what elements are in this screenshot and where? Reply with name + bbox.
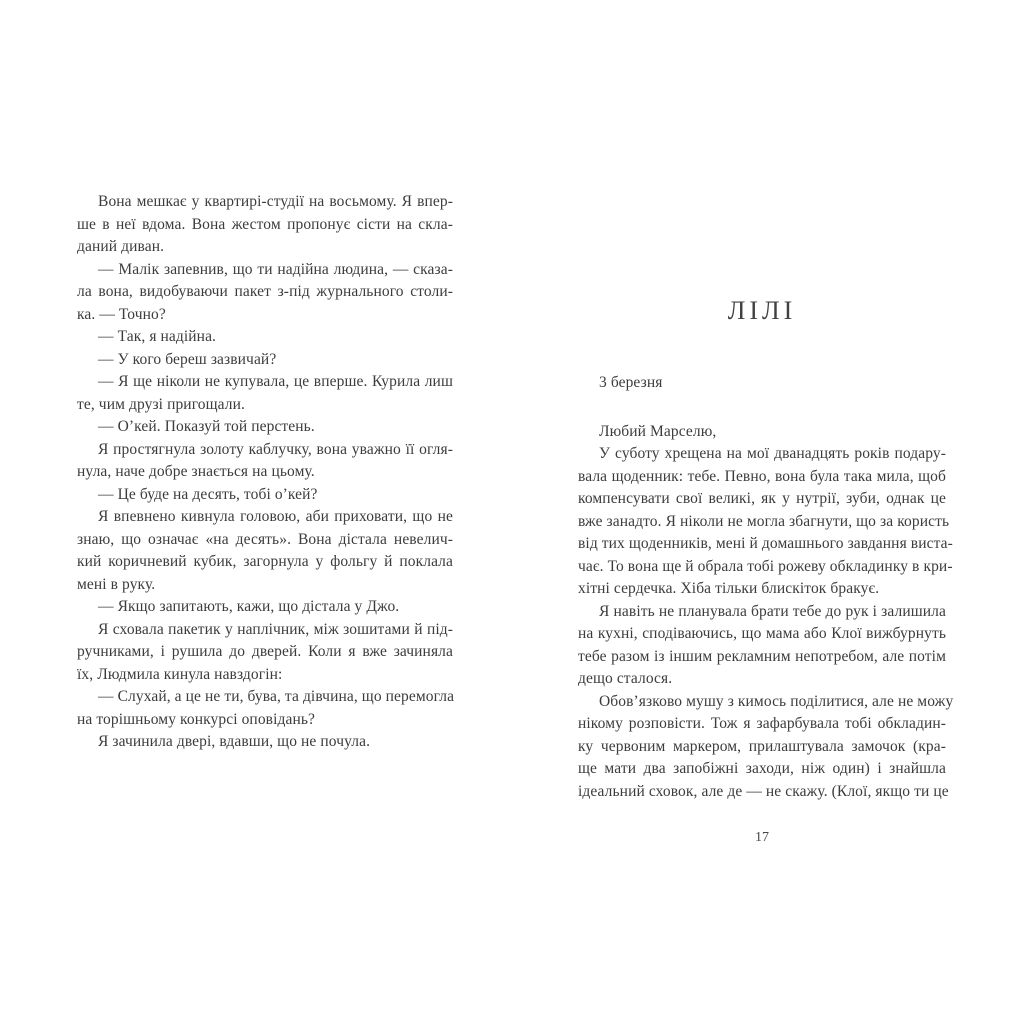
text-line: нікому розповісти. Тож я зафарбувала тобі обкладин- xyxy=(578,715,946,732)
paragraph xyxy=(77,686,453,731)
text-line: на кухні, сподіваючись, що мама або Клої вижбурнуть xyxy=(578,625,946,642)
text-line: У суботу хрещена на мої дванадцять років подару- xyxy=(599,445,946,462)
paragraph xyxy=(578,601,946,691)
left-page xyxy=(77,191,453,754)
text-line: — Якщо запитають, кажи, що дістала у Джо. xyxy=(98,598,400,615)
text-line: даний диван. xyxy=(77,238,165,255)
text-line: ка. — Точно? xyxy=(77,305,166,323)
text-line: те, чим друзі пригощали. xyxy=(77,395,245,413)
text-line: — Малік запевнив, що ти надійна людина, — сказа- xyxy=(98,260,453,278)
right-page xyxy=(578,296,954,896)
paragraph xyxy=(77,259,453,327)
paragraph xyxy=(578,443,953,601)
text-line: компенсувати свої великі, як у нутрії, зуби, однак це xyxy=(578,490,946,507)
salutation: Любий Марселю, xyxy=(599,422,717,440)
text-line: чає. То вона ще й обрала тобі рожеву обкладинку в кри- xyxy=(578,557,953,575)
text-line: — Я ще ніколи не купувала, це вперше. Курила лиш xyxy=(98,373,453,390)
text-line: — У кого береш зазвичай? xyxy=(98,350,277,368)
text-line: ще мати два запобіжні заходи, ніж один) і знайшла xyxy=(578,760,946,777)
text-line: — Так, я надійна. xyxy=(98,328,217,345)
paragraph xyxy=(77,191,453,259)
text-line: ку червоним маркером, прилаштувала замочок (кра- xyxy=(578,737,946,755)
text-line: нула, наче добре знається на цьому. xyxy=(77,463,315,480)
paragraph xyxy=(77,731,453,754)
text-line: їх, Людмила кинула навздогін: xyxy=(77,665,283,683)
paragraph xyxy=(77,439,453,484)
paragraph xyxy=(77,349,453,372)
text-line: — Слухай, а це не ти, бува, та дівчина, що перемогла xyxy=(98,688,455,705)
paragraph xyxy=(77,619,453,687)
paragraph xyxy=(578,691,954,804)
text-line: Вона мешкає у квартирі-студії на восьмому. Я впер- xyxy=(98,193,453,210)
text-line: ідеальний сховок, але де — не скажу. (Клої, якщо ти це xyxy=(578,782,949,800)
paragraph xyxy=(77,596,453,619)
text-line: тебе разом із іншим рекламним непотребом, але потім xyxy=(578,647,946,665)
text-line: Я впевнено кивнула головою, аби приховати, що не xyxy=(98,508,453,525)
text-line: кий коричневий кубик, загорнула у фольгу й поклала xyxy=(77,553,453,570)
page-number: 17 xyxy=(755,830,769,845)
paragraph xyxy=(77,506,453,596)
text-line: ручниками, і рушила до дверей. Коли я вже зачиняла xyxy=(77,643,453,660)
text-line: мені в руку. xyxy=(77,575,156,593)
text-line: від тих щоденників, мені й домашнього завдання виста- xyxy=(578,535,953,552)
chapter-title: ЛІЛІ xyxy=(727,296,797,325)
left-page-text xyxy=(77,191,453,754)
paragraph xyxy=(77,484,453,507)
text-line: Обовʼязково мушу з кимось поділитися, але не можу xyxy=(599,692,954,710)
text-line: знаю, що означає «на десять». Вона дістала невелич- xyxy=(77,530,453,548)
paragraph xyxy=(77,326,453,349)
text-line: хітні сердечка. Хіба тільки блискіток бракує. xyxy=(578,580,880,597)
text-line: дещо сталося. xyxy=(578,670,673,687)
letter-date: 3 березня xyxy=(599,374,663,391)
text-line: вала щоденник: тебе. Певно, вона була така мила, щоб xyxy=(578,467,946,485)
text-line: на торішньому конкурсі оповідань? xyxy=(77,710,316,728)
right-page-text xyxy=(578,443,954,803)
paragraph xyxy=(77,416,453,439)
text-line: Я простягнула золоту каблучку, вона уважно її огля- xyxy=(98,440,453,458)
text-line: ла вона, видобуваючи пакет з-під журнального столи- xyxy=(77,283,453,300)
text-line: — Оʼкей. Показуй той перстень. xyxy=(98,418,315,435)
text-line: вже занадто. Я ніколи не могла збагнути, що за користь xyxy=(578,512,950,530)
text-line: Я навіть не планувала брати тебе до рук і залишила xyxy=(599,602,946,620)
text-line: ше в неї вдома. Вона жестом пропонує сісти на скла- xyxy=(77,215,453,233)
paragraph xyxy=(77,371,453,416)
text-line: — Це буде на десять, тобі оʼкей? xyxy=(98,485,318,503)
text-line: Я сховала пакетик у наплічник, між зошитами й під- xyxy=(98,620,453,638)
text-line: Я зачинила двері, вдавши, що не почула. xyxy=(98,733,371,750)
